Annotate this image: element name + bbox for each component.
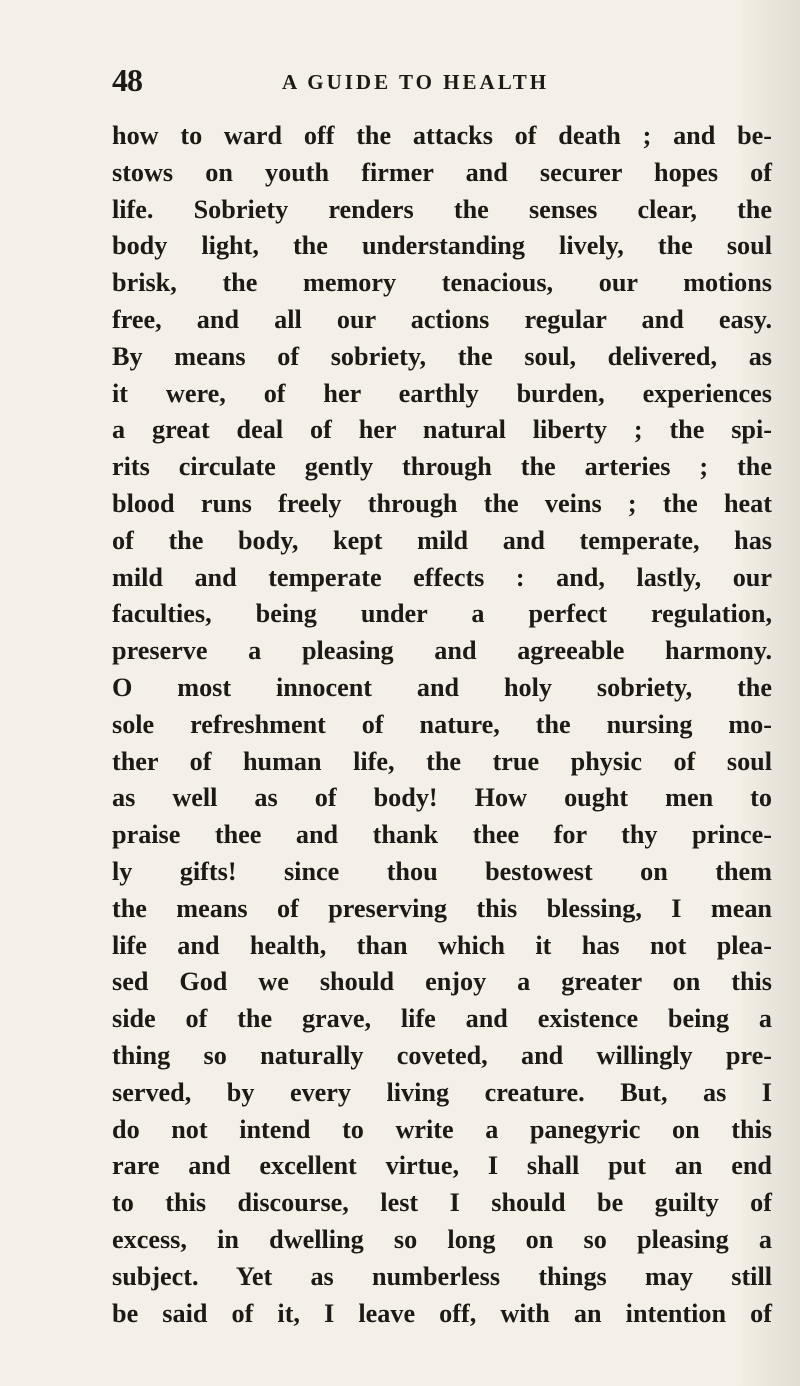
text-line: life and health, than which it has not plea- xyxy=(112,930,772,960)
text-line: of the body, kept mild and temperate, has xyxy=(112,525,772,555)
body-text xyxy=(112,118,772,1332)
text-line: it were, of her earthly burden, experiences xyxy=(112,378,772,408)
text-line: side of the grave, life and existence being a xyxy=(112,1004,772,1034)
text-line: rare and excellent virtue, I shall put an end xyxy=(112,1151,772,1181)
text-line: ly gifts! since thou bestowest on them xyxy=(112,856,772,886)
text-line: sed God we should enjoy a greater on this xyxy=(112,967,772,997)
text-line: a great deal of her natural liberty ; the spi- xyxy=(112,415,772,445)
text-line: mild and temperate effects : and, lastly, our xyxy=(112,562,772,592)
text-line: to this discourse, lest I should be guilty of xyxy=(112,1188,772,1218)
text-line: be said of it, I leave off, with an intention of xyxy=(112,1298,772,1328)
text-line: praise thee and thank thee for thy prince- xyxy=(112,820,772,850)
text-line: the means of preserving this blessing, I mean xyxy=(112,893,772,923)
text-line: sole refreshment of nature, the nursing mo- xyxy=(112,709,772,739)
page-number: 48 xyxy=(112,62,142,98)
text-line: blood runs freely through the veins ; the heat xyxy=(112,488,772,518)
text-line: faculties, being under a perfect regulation, xyxy=(112,599,772,629)
text-line: life. Sobriety renders the senses clear, the xyxy=(112,194,772,224)
text-line: excess, in dwelling so long on so pleasing a xyxy=(112,1224,772,1254)
text-line: stows on youth firmer and securer hopes of xyxy=(112,157,772,187)
text-line: thing so naturally coveted, and willingly pre- xyxy=(112,1040,772,1070)
page-header xyxy=(112,62,672,102)
text-line: as well as of body! How ought men to xyxy=(112,783,772,813)
text-line: served, by every living creature. But, as I xyxy=(112,1077,772,1107)
running-head: A GUIDE TO HEALTH xyxy=(282,70,550,94)
text-line: body light, the understanding lively, the soul xyxy=(112,231,772,261)
text-line: By means of sobriety, the soul, delivered, as xyxy=(112,341,772,371)
text-line: O most innocent and holy sobriety, the xyxy=(112,672,772,702)
text-line: brisk, the memory tenacious, our motions xyxy=(112,268,772,298)
text-line: subject. Yet as numberless things may still xyxy=(112,1261,772,1291)
text-line: do not intend to write a panegyric on this xyxy=(112,1114,772,1144)
text-line: how to ward off the attacks of death ; and be- xyxy=(112,121,772,150)
text-line: ther of human life, the true physic of soul xyxy=(112,746,772,776)
text-line: free, and all our actions regular and easy. xyxy=(112,304,772,334)
text-line: rits circulate gently through the arteries ; the xyxy=(112,452,772,482)
text-line: preserve a pleasing and agreeable harmony. xyxy=(112,636,772,666)
